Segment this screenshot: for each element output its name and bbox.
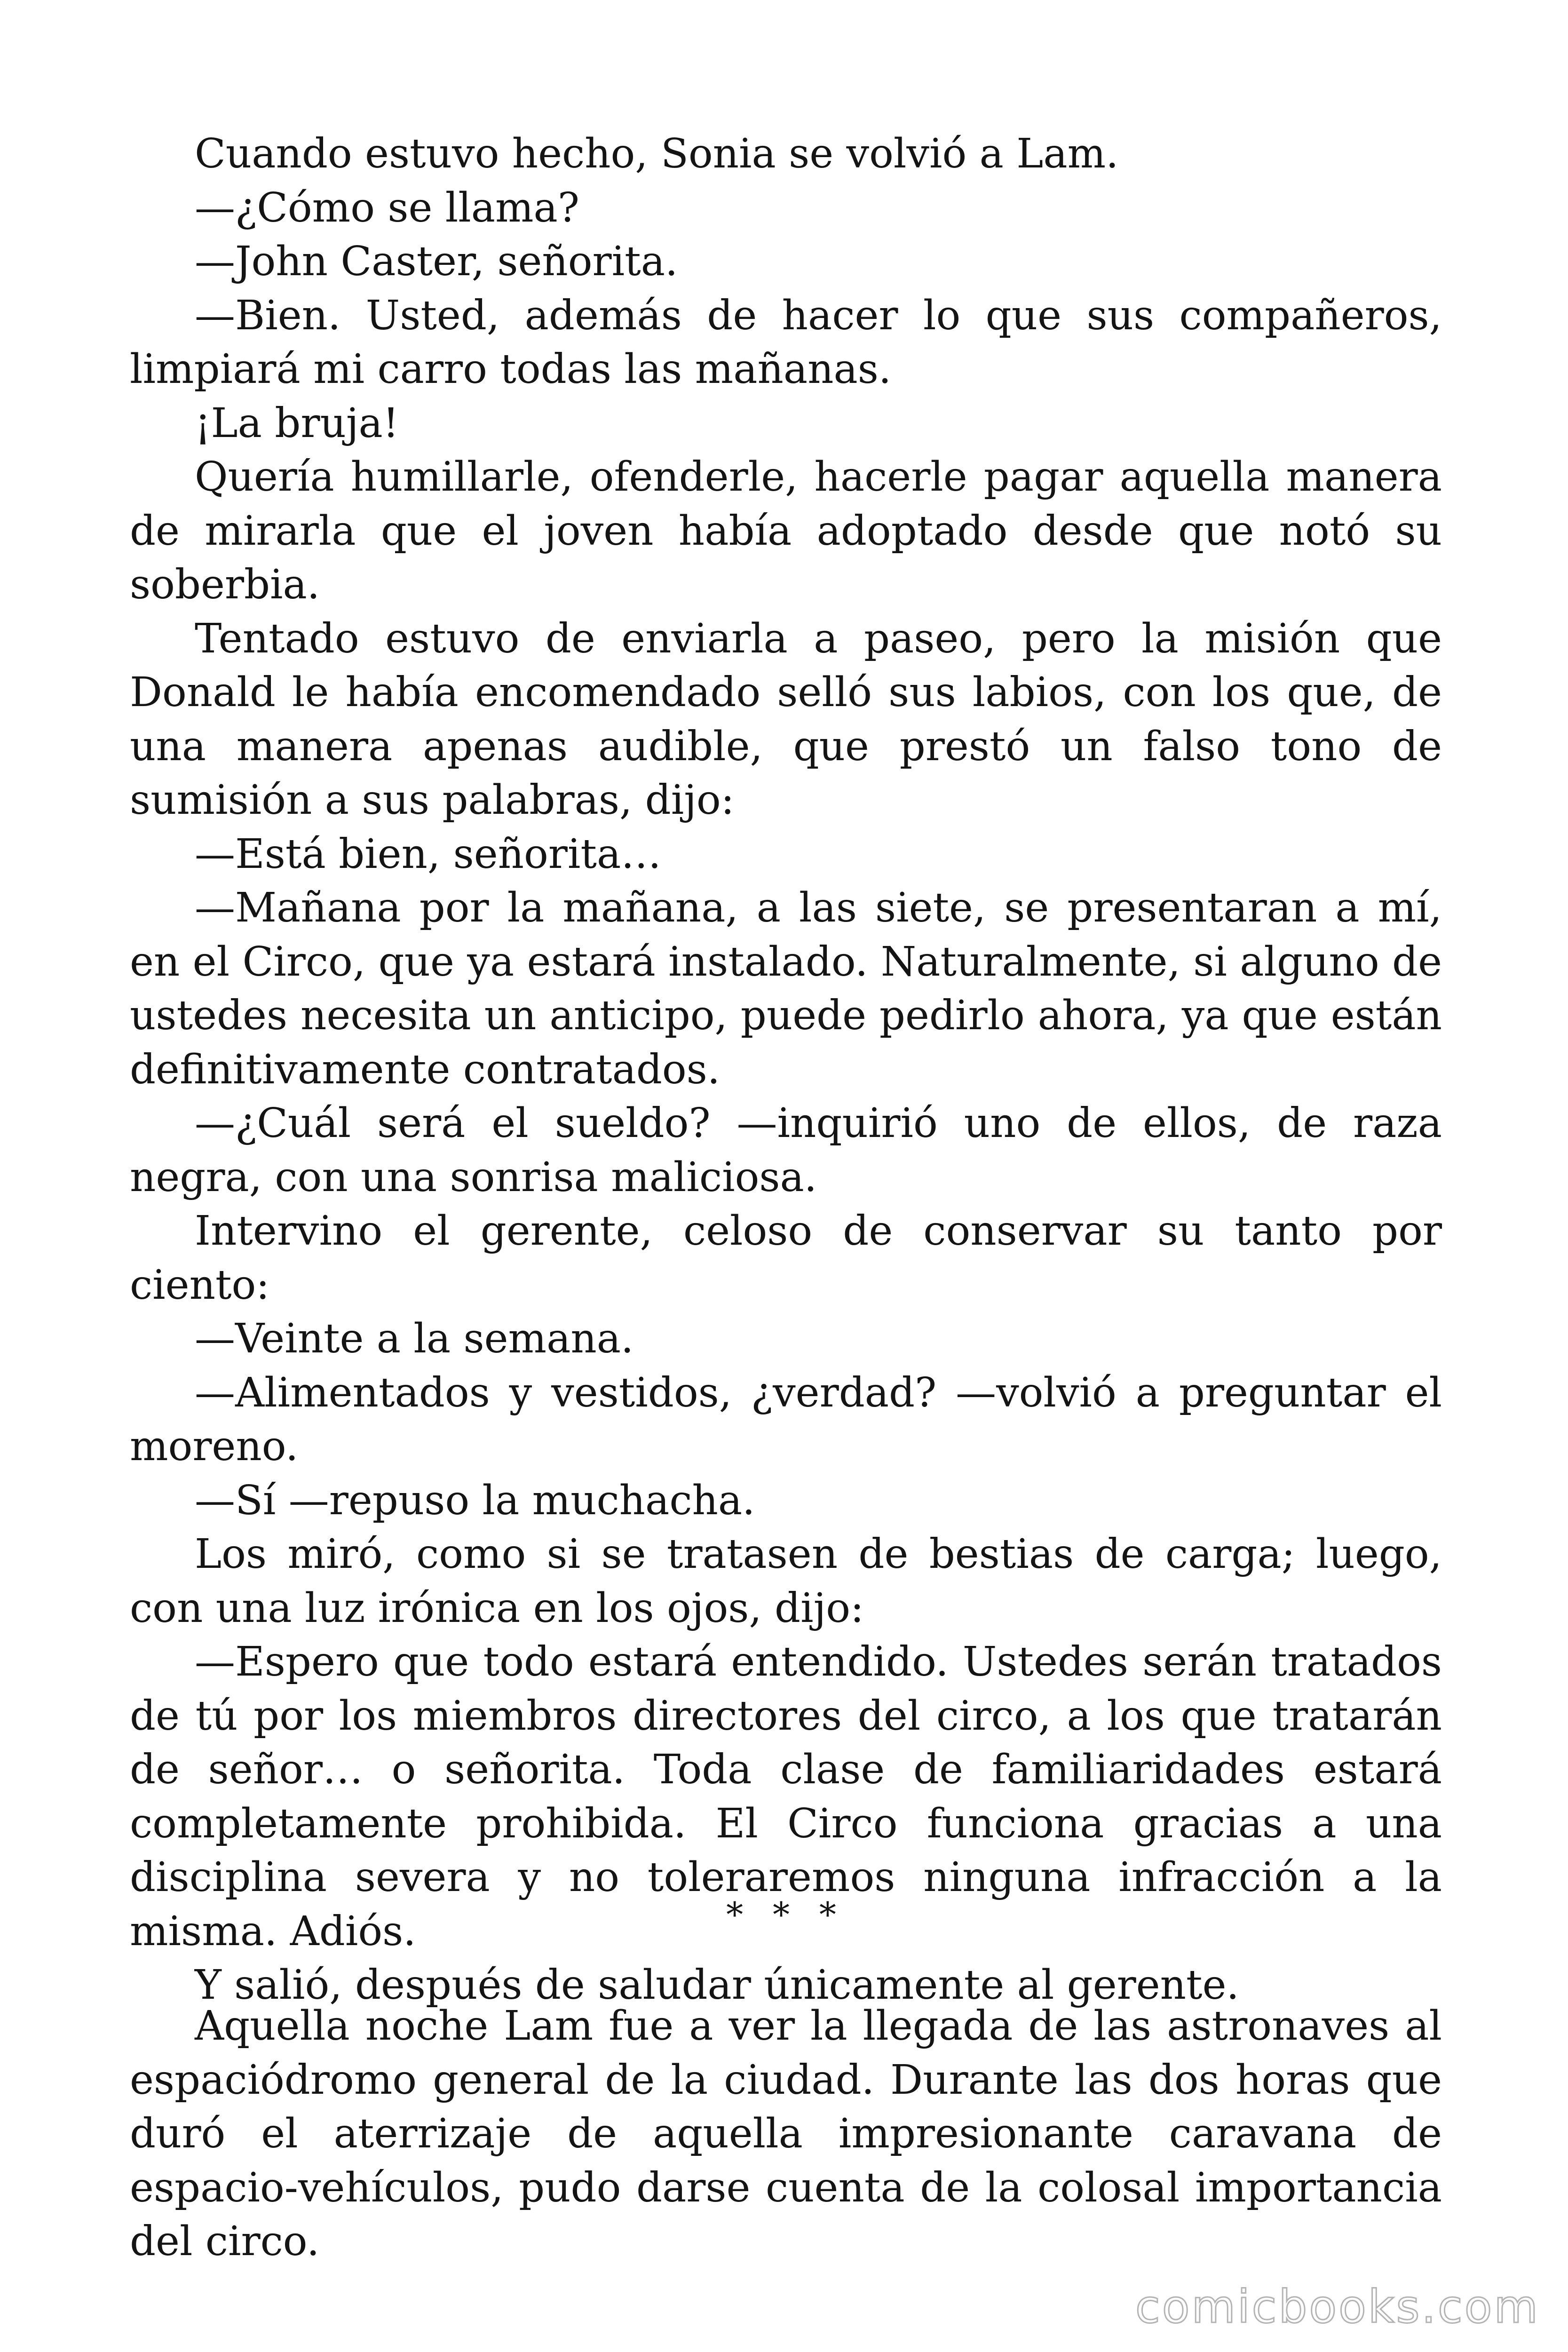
paragraph: Aquella noche Lam fue a ver la llegada de las astronaves al espaciódromo general de la ciudad. Durante las dos horas que duró el aterrizaje de aquella impresionante caravana de espacio-vehículos, pudo darse cuenta de la colosal importancia del circo. bbox=[130, 2002, 1442, 2265]
paragraph: —¿Cuál será el sueldo? —inquirió uno de ellos, de raza negra, con una sonrisa maliciosa. bbox=[130, 1100, 1442, 1201]
paragraph: —Bien. Usted, además de hacer lo que sus compañeros, limpiará mi carro todas las mañanas. bbox=[130, 292, 1442, 393]
paragraph: Tentado estuvo de enviarla a paseo, pero la misión que Donald le había encomendado selló sus labios, con los que, de una manera apenas audible, que prestó un falso tono de sumisión a sus palabras, dijo: bbox=[130, 615, 1442, 824]
paragraph: —Veinte a la semana. bbox=[195, 1315, 634, 1362]
paragraph: Los miró, como si se tratasen de bestias de carga; luego, con una luz irónica en los ojos, dijo: bbox=[130, 1531, 1442, 1632]
paragraph: Y salió, después de saludar únicamente al gerente. bbox=[195, 1962, 1239, 2009]
watermark-logo: comicbooks.com bbox=[1135, 2280, 1540, 2333]
paragraph: —Está bien, señorita… bbox=[195, 830, 662, 878]
paragraph: Quería humillarle, ofenderle, hacerle pagar aquella manera de mirarla que el joven había adoptado desde que notó su soberbia. bbox=[130, 453, 1442, 608]
paragraph: —Espero que todo estará entendido. Ustedes serán tratados de tú por los miembros directores del circo, a los que tratarán de señor… o señorita. Toda clase de familiaridades estará completamente prohibida. El Circo funciona gracias a una disciplina severa y no toleraremos ninguna infracción a la misma. Adiós. bbox=[130, 1638, 1442, 1955]
paragraph: Intervino el gerente, celoso de conservar su tanto por ciento: bbox=[130, 1208, 1442, 1309]
paragraph: Cuando estuvo hecho, Sonia se volvió a Lam. bbox=[195, 130, 1119, 177]
paragraph: —Mañana por la mañana, a las siete, se presentaran a mí, en el Circo, que ya estará instalado. Naturalmente, si alguno de ustedes necesita un anticipo, puede pedirlo ahora, ya que están definitivamente contratados. bbox=[130, 884, 1442, 1093]
paragraph: —Alimentados y vestidos, ¿verdad? —volvió a preguntar el moreno. bbox=[130, 1369, 1442, 1470]
section-separator: * * * bbox=[726, 1895, 846, 1934]
paragraph: —Sí —repuso la muchacha. bbox=[195, 1477, 755, 1524]
paragraph: —John Caster, señorita. bbox=[195, 238, 678, 285]
paragraph: —¿Cómo se llama? bbox=[195, 184, 579, 231]
text-block-main bbox=[130, 127, 1442, 2012]
text-block-after bbox=[130, 1999, 1442, 2269]
paragraph: ¡La bruja! bbox=[195, 399, 399, 447]
